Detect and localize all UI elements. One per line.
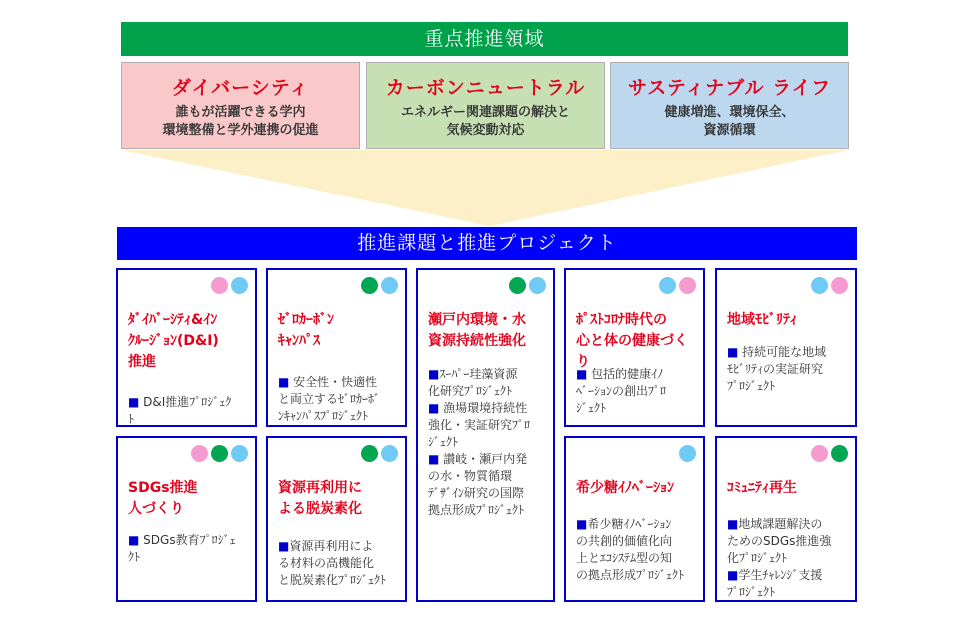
category-dots (659, 277, 696, 294)
card-title (278, 310, 399, 352)
card-title (727, 310, 849, 331)
project-item-line: ｼﾞｪｸﾄ (428, 435, 459, 449)
project-item-line: る材料の高機能化 (278, 556, 375, 570)
card-title-line: SDGs推進 (128, 480, 198, 496)
square-bullet-icon: ■ (278, 375, 290, 389)
project-card (116, 436, 257, 602)
project-item-line: 希少糖ｲﾉﾍﾞｰｼｮﾝ (587, 517, 672, 531)
project-item-line: 包括的健康ｲﾉ (587, 367, 664, 381)
project-item (278, 538, 401, 589)
project-card (266, 436, 407, 602)
project-item-line: の水・物質循環 (428, 469, 513, 483)
project-item (428, 451, 549, 519)
focus-areas-banner: 重点推進領域 (121, 22, 848, 56)
category-dots (811, 277, 848, 294)
project-item-line: 讃岐・瀬戸内発 (439, 452, 528, 466)
card-projects (128, 532, 251, 566)
projects-banner: 推進課題と推進プロジェクト (117, 227, 857, 260)
project-item-line: ﾝｷｬﾝﾊﾟｽﾌﾟﾛｼﾞｪｸﾄ (278, 409, 369, 423)
card-title-line: ｷｬﾝﾊﾟｽ (278, 333, 320, 349)
project-item (428, 400, 549, 451)
project-card (116, 268, 257, 427)
project-card (564, 268, 705, 427)
project-item-line: ｼﾞｪｸﾄ (576, 401, 607, 415)
square-bullet-icon: ■ (128, 533, 140, 547)
project-item-line: 漁場環境持続性 (439, 401, 528, 415)
card-title-line: 瀬戸内環境・水 (428, 312, 526, 328)
project-card (564, 436, 705, 602)
category-dots (361, 445, 398, 462)
project-item (727, 567, 851, 601)
blue-dot-icon (811, 277, 828, 294)
square-bullet-icon: ■ (576, 517, 588, 531)
card-title-line: 心と体の健康づくり (576, 333, 688, 370)
category-dots (679, 445, 696, 462)
card-title-line: よる脱炭素化 (278, 501, 362, 517)
project-item-line: 化研究ﾌﾟﾛｼﾞｪｸﾄ (428, 384, 513, 398)
project-item-line: ﾄ (128, 412, 135, 426)
focus-area-desc-line: 健康増進、環境保全、 (664, 105, 795, 120)
card-title-line: 人づくり (128, 501, 184, 517)
focus-area-carbon-neutral (366, 62, 605, 149)
card-title-line: 資源持続性強化 (428, 333, 526, 349)
focus-area-desc-line: 誰もが活躍できる学内 (175, 105, 306, 120)
project-item-line: 安全性・快適性 (289, 375, 378, 389)
card-projects (727, 516, 851, 601)
blue-dot-icon (679, 445, 696, 462)
focus-area-title: サスティナブル ライフ (627, 77, 832, 99)
category-dots (361, 277, 398, 294)
project-item-line: 地域課題解決の (738, 517, 823, 531)
square-bullet-icon: ■ (727, 568, 739, 582)
project-item-line: の拠点形成ﾌﾟﾛｼﾞｪｸﾄ (576, 568, 685, 582)
card-projects (727, 344, 851, 395)
card-title-line: ｾﾞﾛｶｰﾎﾞﾝ (278, 312, 334, 328)
project-item-line: ﾃﾞｻﾞｲﾝ研究の国際 (428, 486, 525, 500)
square-bullet-icon: ■ (428, 452, 440, 466)
project-card (715, 436, 857, 602)
pink-dot-icon (211, 277, 228, 294)
pink-dot-icon (831, 277, 848, 294)
card-title (128, 478, 249, 520)
card-projects (278, 538, 401, 589)
project-card (416, 268, 555, 602)
green-dot-icon (831, 445, 848, 462)
card-title (128, 310, 249, 373)
project-item-line: SDGs教育ﾌﾟﾛｼﾞｪ (139, 533, 236, 547)
project-item-line: の共創的価値化向 (576, 534, 673, 548)
square-bullet-icon: ■ (727, 517, 739, 531)
pink-dot-icon (679, 277, 696, 294)
focus-area-diversity (121, 62, 360, 149)
project-item-line: ためのSDGs推進強 (727, 534, 832, 548)
card-projects (278, 374, 401, 425)
project-item (727, 344, 851, 395)
project-item-line: 化ﾌﾟﾛｼﾞｪｸﾄ (727, 551, 788, 565)
project-item-line: と脱炭素化ﾌﾟﾛｼﾞｪｸﾄ (278, 573, 387, 587)
project-item-line: 拠点形成ﾌﾟﾛｼﾞｪｸﾄ (428, 503, 525, 517)
project-item-line: ﾌﾟﾛｼﾞｪｸﾄ (727, 379, 776, 393)
card-title-line: ｸﾙｰｼﾞｮﾝ(D&I) (128, 333, 219, 349)
category-dots (811, 445, 848, 462)
card-title-line: 推進 (128, 354, 156, 370)
project-item-line: 持続可能な地域 (738, 345, 827, 359)
square-bullet-icon: ■ (278, 539, 290, 553)
project-item (576, 366, 699, 417)
card-title-line: 希少糖ｲﾉﾍﾞｰｼｮﾝ (576, 480, 674, 496)
green-dot-icon (509, 277, 526, 294)
category-dots (191, 445, 248, 462)
project-item-line: ﾓﾋﾞﾘﾃｨの実証研究 (727, 362, 824, 376)
square-bullet-icon: ■ (428, 401, 440, 415)
project-item-line: ﾍﾞｰｼｮﾝの創出ﾌﾟﾛ (576, 384, 667, 398)
project-item-line: ﾌﾟﾛｼﾞｪｸﾄ (727, 585, 776, 599)
card-projects (576, 366, 699, 417)
blue-dot-icon (659, 277, 676, 294)
card-title (576, 478, 697, 499)
pink-dot-icon (811, 445, 828, 462)
project-item (576, 516, 699, 584)
blue-dot-icon (529, 277, 546, 294)
project-item (428, 366, 549, 400)
card-title-line: 地域ﾓﾋﾞﾘﾃｨ (727, 312, 797, 328)
blue-dot-icon (231, 277, 248, 294)
blue-dot-icon (381, 445, 398, 462)
card-projects (576, 516, 699, 584)
focus-area-desc-line: 気候変動対応 (446, 123, 525, 138)
project-item-line: 強化・実証研究ﾌﾟﾛ (428, 418, 531, 432)
focus-area-desc-line: 環境整備と学外連携の促進 (162, 123, 319, 138)
square-bullet-icon: ■ (727, 345, 739, 359)
blue-dot-icon (231, 445, 248, 462)
category-dots (211, 277, 248, 294)
green-dot-icon (361, 445, 378, 462)
project-item-line: D&I推進ﾌﾟﾛｼﾞｪｸ (139, 395, 232, 409)
focus-area-desc-line: エネルギー関連課題の解決と (400, 105, 570, 120)
green-dot-icon (361, 277, 378, 294)
card-title-line: ﾎﾟｽﾄｺﾛﾅ時代の (576, 312, 667, 328)
project-item-line: 資源再利用によ (289, 539, 374, 553)
green-dot-icon (211, 445, 228, 462)
project-item-line: ｸﾄ (128, 550, 141, 564)
category-dots (509, 277, 546, 294)
project-item-line: と両立するｾﾞﾛｶｰﾎﾞ (278, 392, 381, 406)
card-projects (128, 394, 251, 428)
focus-area-desc-line: 資源循環 (703, 123, 756, 138)
focus-area-title: カーボンニュートラル (385, 77, 586, 99)
project-item (128, 394, 251, 428)
card-title (428, 310, 547, 352)
card-title (727, 478, 849, 499)
focus-area-title: ダイバーシティ (171, 77, 310, 99)
project-item-line: 学生ﾁｬﾚﾝｼﾞ支援 (738, 568, 823, 582)
card-title-line: ｺﾐｭﾆﾃｨ再生 (727, 480, 797, 496)
project-item (128, 532, 251, 566)
project-item (278, 374, 401, 425)
card-title-line: 資源再利用に (278, 480, 362, 496)
card-title-line: ﾀﾞｲﾊﾞｰｼﾃｨ&ｲﾝ (128, 312, 218, 328)
card-title (576, 310, 697, 373)
square-bullet-icon: ■ (128, 395, 140, 409)
card-projects (428, 366, 549, 519)
project-card (715, 268, 857, 427)
card-title (278, 478, 399, 520)
project-item-line: ｽｰﾊﾟｰ珪藻資源 (439, 367, 518, 381)
square-bullet-icon: ■ (428, 367, 440, 381)
pink-dot-icon (191, 445, 208, 462)
project-item (727, 516, 851, 567)
blue-dot-icon (381, 277, 398, 294)
square-bullet-icon: ■ (576, 367, 588, 381)
focus-area-sustainable-life (610, 62, 849, 149)
project-item-line: 上とｴｺｼｽﾃﾑ型の知 (576, 551, 673, 565)
project-card (266, 268, 407, 427)
